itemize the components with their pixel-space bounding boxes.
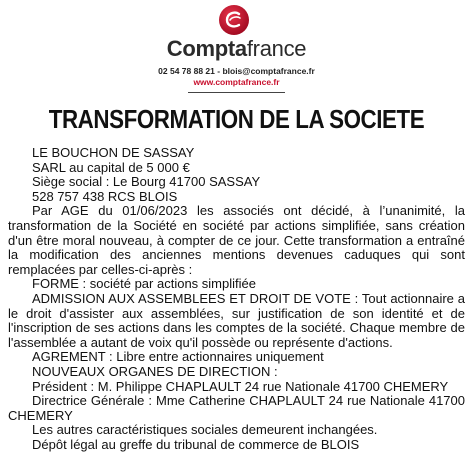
- notice-body: [8, 146, 465, 452]
- decision-paragraph: Par AGE du 01/06/2023 les associés ont décidé, à l’unanimité, la transformation de la Société en société par actions simplifiée, sans création d'un être moral nouveau, à compter de ce jour. Cette transformation a entraîné la modification des anciennes mentions devenues caduques qui sont remplacées par celles-ci-après :: [8, 203, 465, 277]
- form-line: FORME : société par actions simplifiée: [32, 276, 256, 292]
- management-heading: NOUVEAUX ORGANES DE DIRECTION :: [32, 363, 278, 379]
- notice-title: TRANSFORMATION DE LA SOCIETE: [48, 104, 425, 134]
- rcs-number: 528 757 438 RCS BLOIS: [32, 188, 178, 204]
- brand-part2: france: [246, 36, 307, 61]
- header: [0, 0, 473, 100]
- other-characteristics-line: Les autres caractéristiques sociales demeurent inchangées.: [32, 422, 378, 438]
- brand-part1: Compta: [166, 36, 247, 61]
- company-capital: SARL au capital de 5 000 €: [32, 159, 190, 175]
- admission-paragraph: ADMISSION AUX ASSEMBLEES ET DROIT DE VOTE : Tout actionnaire a le droit d'assister aux assemblées, sur justification de son identité et de l'inscription de ses actions dans les comptes de la société. Chaque membre de l'assemblée a autant de voix qu'il possède ou représente d'actions.: [8, 290, 465, 350]
- website-link[interactable]: www.comptafrance.fr: [193, 77, 280, 87]
- header-divider: [188, 92, 285, 93]
- agrement-line: AGREMENT : Libre entre actionnaires uniquement: [32, 349, 324, 365]
- president-line: Président : M. Philippe CHAPLAULT 24 rue Nationale 41700 CHEMERY: [32, 378, 449, 394]
- registered-office: Siège social : Le Bourg 41700 SASSAY: [32, 174, 261, 190]
- brand-name: [0, 36, 473, 62]
- company-name: LE BOUCHON DE SASSAY: [32, 145, 195, 160]
- legal-deposit-line: Dépôt légal au greffe du tribunal de commerce de BLOIS: [32, 436, 360, 452]
- comptafrance-logo-icon: [218, 4, 250, 36]
- contact-line: 02 54 78 88 21 - blois@comptafrance.fr: [158, 66, 315, 76]
- director-line: Directrice Générale : Mme Catherine CHAPLAULT 24 rue Nationale 41700 CHEMERY: [8, 393, 465, 423]
